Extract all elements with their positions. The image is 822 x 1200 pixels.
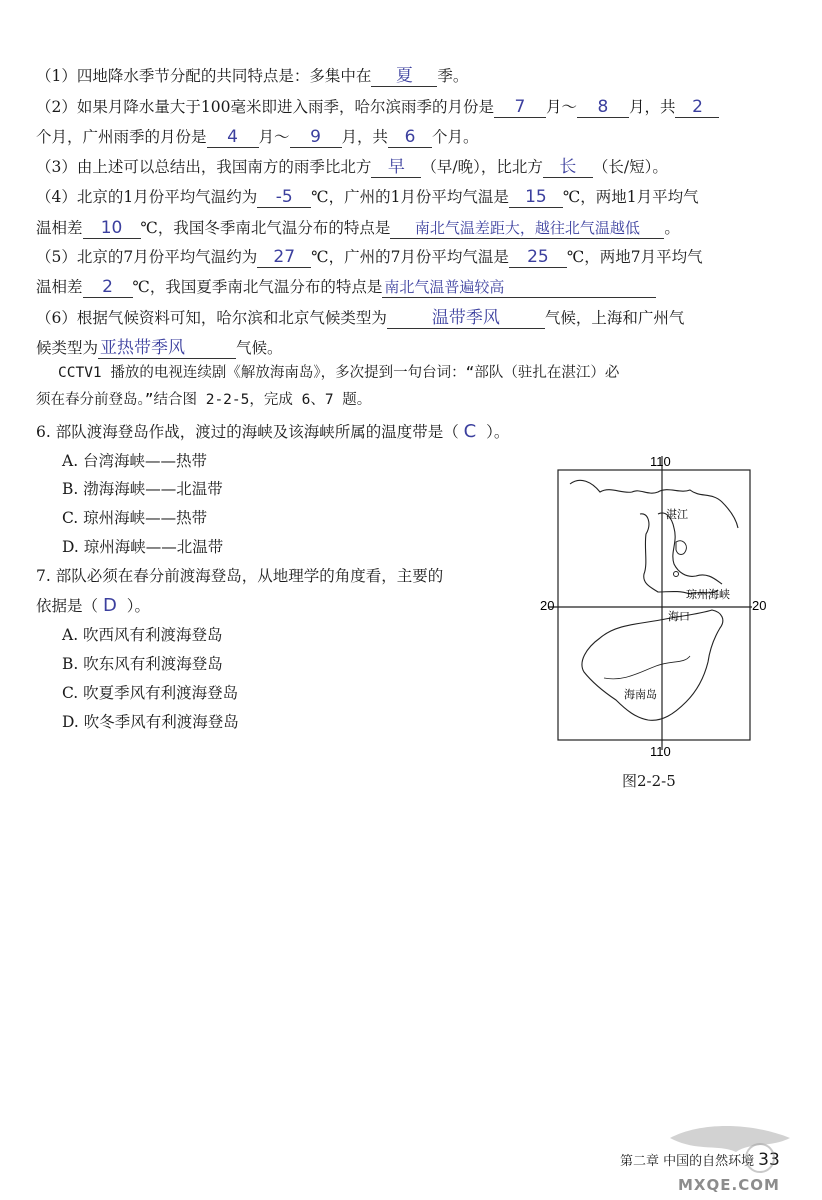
q5-answer-2: 25	[509, 247, 567, 268]
q6sub-answer-2: 亚热带季风	[98, 338, 236, 359]
question7-option-a: A. 吹西风有利渡海登岛	[62, 626, 223, 644]
question7-suffix: ）。	[126, 597, 150, 615]
figure-caption: 图2-2-5	[622, 772, 676, 790]
q2-text-5: 月～	[258, 128, 290, 146]
lat-right-label: 20	[752, 598, 767, 613]
q4-text-3: ℃，两地1月平均气	[562, 188, 699, 206]
q6sub-text-4: 气候。	[236, 339, 283, 357]
q1-text: （1）四地降水季节分配的共同特点是：多集中在	[36, 67, 372, 85]
q4-text-2: ℃，广州的1月份平均气温是	[311, 188, 509, 206]
q6sub-text-2: 气候，上海和广州气	[544, 309, 685, 327]
watermark	[640, 1118, 820, 1200]
question7-stem-1: 7. 部队必须在春分前渡海登岛，从地理学的角度看，主要的	[36, 567, 444, 585]
q5-text-5: ℃，我国夏季南北气温分布的特点是	[132, 278, 383, 296]
question7-stem-2	[36, 596, 150, 616]
q6sub-text-3: 候类型为	[36, 339, 99, 357]
q4-answer-4: 南北气温差距大，越往北气温越低	[390, 218, 664, 239]
q2-text: （2）如果月降水量大于100毫米即进入雨季，哈尔滨雨季的月份是	[36, 98, 494, 116]
watermark-text: MXQE.COM	[678, 1176, 780, 1194]
mainland-coastline	[570, 480, 738, 594]
q4-text-4: 温相差	[36, 219, 83, 237]
question7-text: 依据是（	[36, 597, 99, 615]
question6-suffix: ）。	[486, 423, 510, 441]
page-number: 33	[758, 1150, 780, 1170]
q2-answer-2: 8	[577, 97, 629, 118]
intro-line-2: 须在春分前登岛。”结合图 2-2-5，完成 6、7 题。	[36, 392, 372, 408]
q1-answer: 夏	[371, 66, 437, 87]
q2-text-7: 个月。	[432, 128, 479, 146]
q2-answer-6: 6	[388, 127, 432, 148]
chapter-label: 第二章 中国的自然环境	[620, 1154, 755, 1169]
q2-text-4: 个月，广州雨季的月份是	[36, 128, 207, 146]
q1-suffix: 季。	[437, 67, 469, 85]
q2-line-2	[36, 127, 479, 148]
q2-line-1	[36, 97, 719, 118]
question7-option-b: B. 吹东风有利渡海登岛	[62, 655, 223, 673]
q5-text: （5）北京的7月份平均气温约为	[36, 248, 258, 266]
question6-text: 6. 部队渡海登岛作战，渡过的海峡及该海峡所属的温度带是（	[36, 423, 459, 441]
q3-answer-2: 长	[543, 157, 593, 178]
q4-text: （4）北京的1月份平均气温约为	[36, 188, 258, 206]
q3-text-3: （长/短）。	[592, 158, 668, 176]
question6-option-d: D. 琼州海峡——北温带	[62, 538, 224, 556]
q2-answer-4: 4	[207, 127, 259, 148]
q4-text-6: 。	[664, 219, 680, 237]
label-haikou: 海口	[668, 611, 690, 623]
q5-line-1	[36, 247, 703, 268]
question6-answer: C	[463, 421, 477, 442]
q4-answer-3: 10	[83, 218, 141, 239]
q2-text-2: 月～	[545, 98, 577, 116]
q4-answer-2: 15	[509, 187, 563, 208]
hainan-map	[540, 452, 770, 762]
q6sub-text: （6）根据气候资料可知，哈尔滨和北京气候类型为	[36, 309, 387, 327]
hainan-coastline	[582, 610, 723, 720]
question6-stem	[36, 422, 509, 442]
label-zhanjiang: 湛江	[666, 509, 688, 521]
q4-text-5: ℃，我国冬季南北气温分布的特点是	[140, 219, 391, 237]
q4-line-2	[36, 218, 680, 239]
question6-option-a: A. 台湾海峡——热带	[62, 452, 208, 470]
q4-line-1	[36, 187, 699, 208]
q3-text: （3）由上述可以总结出，我国南方的雨季比北方	[36, 158, 372, 176]
q5-line-2	[36, 277, 656, 298]
q2-text-3: 月，共	[628, 98, 676, 116]
q2-answer-3: 2	[675, 97, 719, 118]
q6sub-line-2	[36, 338, 283, 359]
river-line	[604, 656, 690, 679]
q2-answer-1: 7	[494, 97, 546, 118]
lon-top-label: 110	[650, 454, 671, 469]
q3-line	[36, 157, 668, 178]
q5-answer-3: 2	[83, 277, 133, 298]
q3-text-2: （早/晚），比北方	[421, 158, 543, 176]
question7-option-d: D. 吹冬季风有利渡海登岛	[62, 713, 239, 731]
intro-line-1: CCTV1 播放的电视连续剧《解放海南岛》，多次提到一句台词：“部队（驻扎在湛江）必	[58, 365, 620, 381]
question7-answer: D	[102, 595, 117, 616]
city-dot	[674, 572, 679, 577]
q6sub-line-1	[36, 308, 684, 329]
lat-left-label: 20	[540, 598, 555, 613]
label-hainan: 海南岛	[624, 689, 657, 701]
q4-answer-1: -5	[257, 187, 311, 208]
q5-text-3: ℃，两地7月平均气	[566, 248, 703, 266]
lon-bottom-label: 110	[650, 744, 671, 759]
question7-option-c: C. 吹夏季风有利渡海登岛	[62, 684, 239, 702]
q3-answer-1: 早	[371, 157, 421, 178]
q6sub-answer-1: 温带季风	[387, 308, 545, 329]
label-strait: 琼州海峡	[686, 589, 730, 601]
question6-option-b: B. 渤海海峡——北温带	[62, 480, 223, 498]
bay-shape	[676, 541, 686, 555]
q5-answer-1: 27	[257, 247, 311, 268]
q1-line	[36, 66, 468, 87]
q2-answer-5: 9	[290, 127, 342, 148]
watermark-logo	[640, 1118, 820, 1178]
question6-option-c: C. 琼州海峡——热带	[62, 509, 208, 527]
q5-text-2: ℃，广州的7月份平均气温是	[311, 248, 509, 266]
q5-text-4: 温相差	[36, 278, 83, 296]
q2-text-6: 月，共	[341, 128, 389, 146]
q5-answer-4: 南北气温普遍较高	[382, 277, 656, 298]
